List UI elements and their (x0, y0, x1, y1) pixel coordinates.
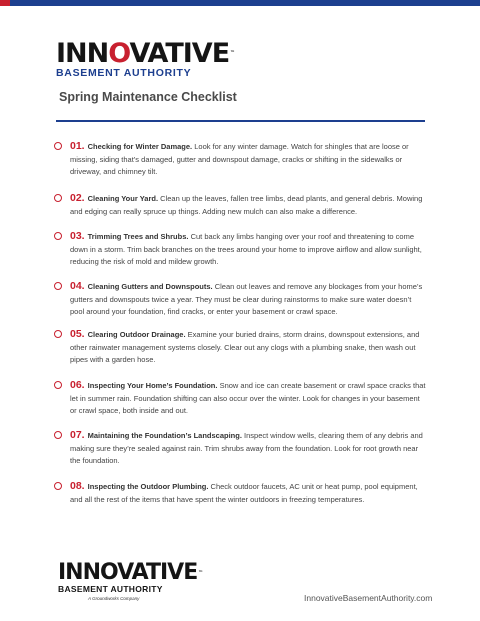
checkbox-circle[interactable] (54, 482, 62, 490)
checklist (54, 140, 426, 510)
item-text: Clean out leaves and remove any blockages from your home’s gutters and downspouts twice a year. They must be clear during rainstorms to make sure water doesn’t pool around your foundation, find cracks, or enter your basement or crawl space. (70, 282, 423, 317)
checklist-item (54, 429, 426, 480)
checkbox-circle[interactable] (54, 142, 62, 150)
checklist-item (54, 192, 426, 230)
website-link[interactable]: InnovativeBasementAuthority.com (304, 593, 433, 603)
item-text: Snow and ice can create basement or crawl space cracks that let in summer rain. Foundation shifting can also occur over the winter. Look for changes in your basement or crawl space, both inside and out. (70, 381, 426, 416)
checkbox-circle[interactable] (54, 232, 62, 240)
item-heading: Cleaning Gutters and Downspouts. (87, 282, 213, 291)
checklist-item (54, 280, 426, 328)
item-number: 05. (70, 328, 85, 340)
trademark-symbol: ™ (198, 570, 203, 576)
item-heading: Inspecting Your Home’s Foundation. (87, 381, 218, 390)
item-text: Check outdoor faucets, AC unit or heat pump, pool equipment, and all the rest of the items that have spent the winter outdoors in freezing temperatures. (70, 482, 418, 504)
item-heading: Inspecting the Outdoor Plumbing. (87, 482, 209, 491)
checklist-item (54, 480, 426, 510)
checkbox-circle[interactable] (54, 194, 62, 202)
item-text: Cut back any limbs hanging over your roof and threatening to come down in a storm. Trim back branches on the trees around your home to improve airflow and allow sunlight, reducing the risk of mold and mildew growth. (70, 232, 422, 267)
checkbox-circle[interactable] (54, 381, 62, 389)
title-divider (56, 120, 425, 122)
checklist-item (54, 140, 426, 192)
footer-brand-wordmark: INNOVATIVE™ (58, 560, 203, 585)
checklist-item (54, 230, 426, 280)
brand-subtitle: BASEMENT AUTHORITY (56, 67, 192, 79)
trademark-symbol: ™ (230, 50, 235, 56)
item-text: Look for any winter damage. Watch for shingles that are loose or missing, siding that’s damaged, gutter and downspout damage, cracks or shifting in the sidewalks or driveway, and chimney tilt. (70, 142, 409, 177)
item-number: 04. (70, 280, 85, 292)
item-heading: Checking for Winter Damage. (87, 142, 193, 151)
checklist-item (54, 328, 426, 379)
brand-wordmark: INNOVATIVE™ (56, 38, 235, 69)
checkbox-circle[interactable] (54, 431, 62, 439)
item-number: 01. (70, 140, 85, 152)
header-logo (56, 40, 234, 79)
item-text: Clean up the leaves, fallen tree limbs, dead plants, and general debris. Mowing and edging can really spruce up things. Adding new mulch can also make a difference. (70, 194, 423, 216)
brand-o-mark: O (108, 38, 130, 69)
footer-logo (58, 562, 202, 601)
item-heading: Maintaining the Foundation’s Landscaping. (87, 431, 242, 440)
checkbox-circle[interactable] (54, 282, 62, 290)
item-text: Examine your buried drains, storm drains, downspout extensions, and other rainwater management systems closely. Clear out any clogs with a plumbing snake, then wash out pipes with a garden hose. (70, 330, 420, 365)
footer-tagline: A Groundworks Company (88, 596, 140, 601)
checklist-item (54, 379, 426, 429)
top-accent-bar (0, 0, 480, 6)
item-text: Inspect window wells, clearing them of any debris and making sure they’re sealed against rain. Trim shrubs away from the foundation. Look for root growth near the foundation. (70, 431, 423, 466)
item-heading: Clearing Outdoor Drainage. (87, 330, 186, 339)
item-heading: Trimming Trees and Shrubs. (87, 232, 189, 241)
item-heading: Cleaning Your Yard. (87, 194, 159, 203)
item-number: 07. (70, 429, 85, 441)
item-number: 02. (70, 192, 85, 204)
top-accent-red (0, 0, 10, 6)
checkbox-circle[interactable] (54, 330, 62, 338)
page-title: Spring Maintenance Checklist (59, 90, 237, 104)
item-number: 08. (70, 480, 85, 492)
item-number: 03. (70, 230, 85, 242)
item-number: 06. (70, 379, 85, 391)
footer-brand-subtitle: BASEMENT AUTHORITY (58, 584, 163, 594)
